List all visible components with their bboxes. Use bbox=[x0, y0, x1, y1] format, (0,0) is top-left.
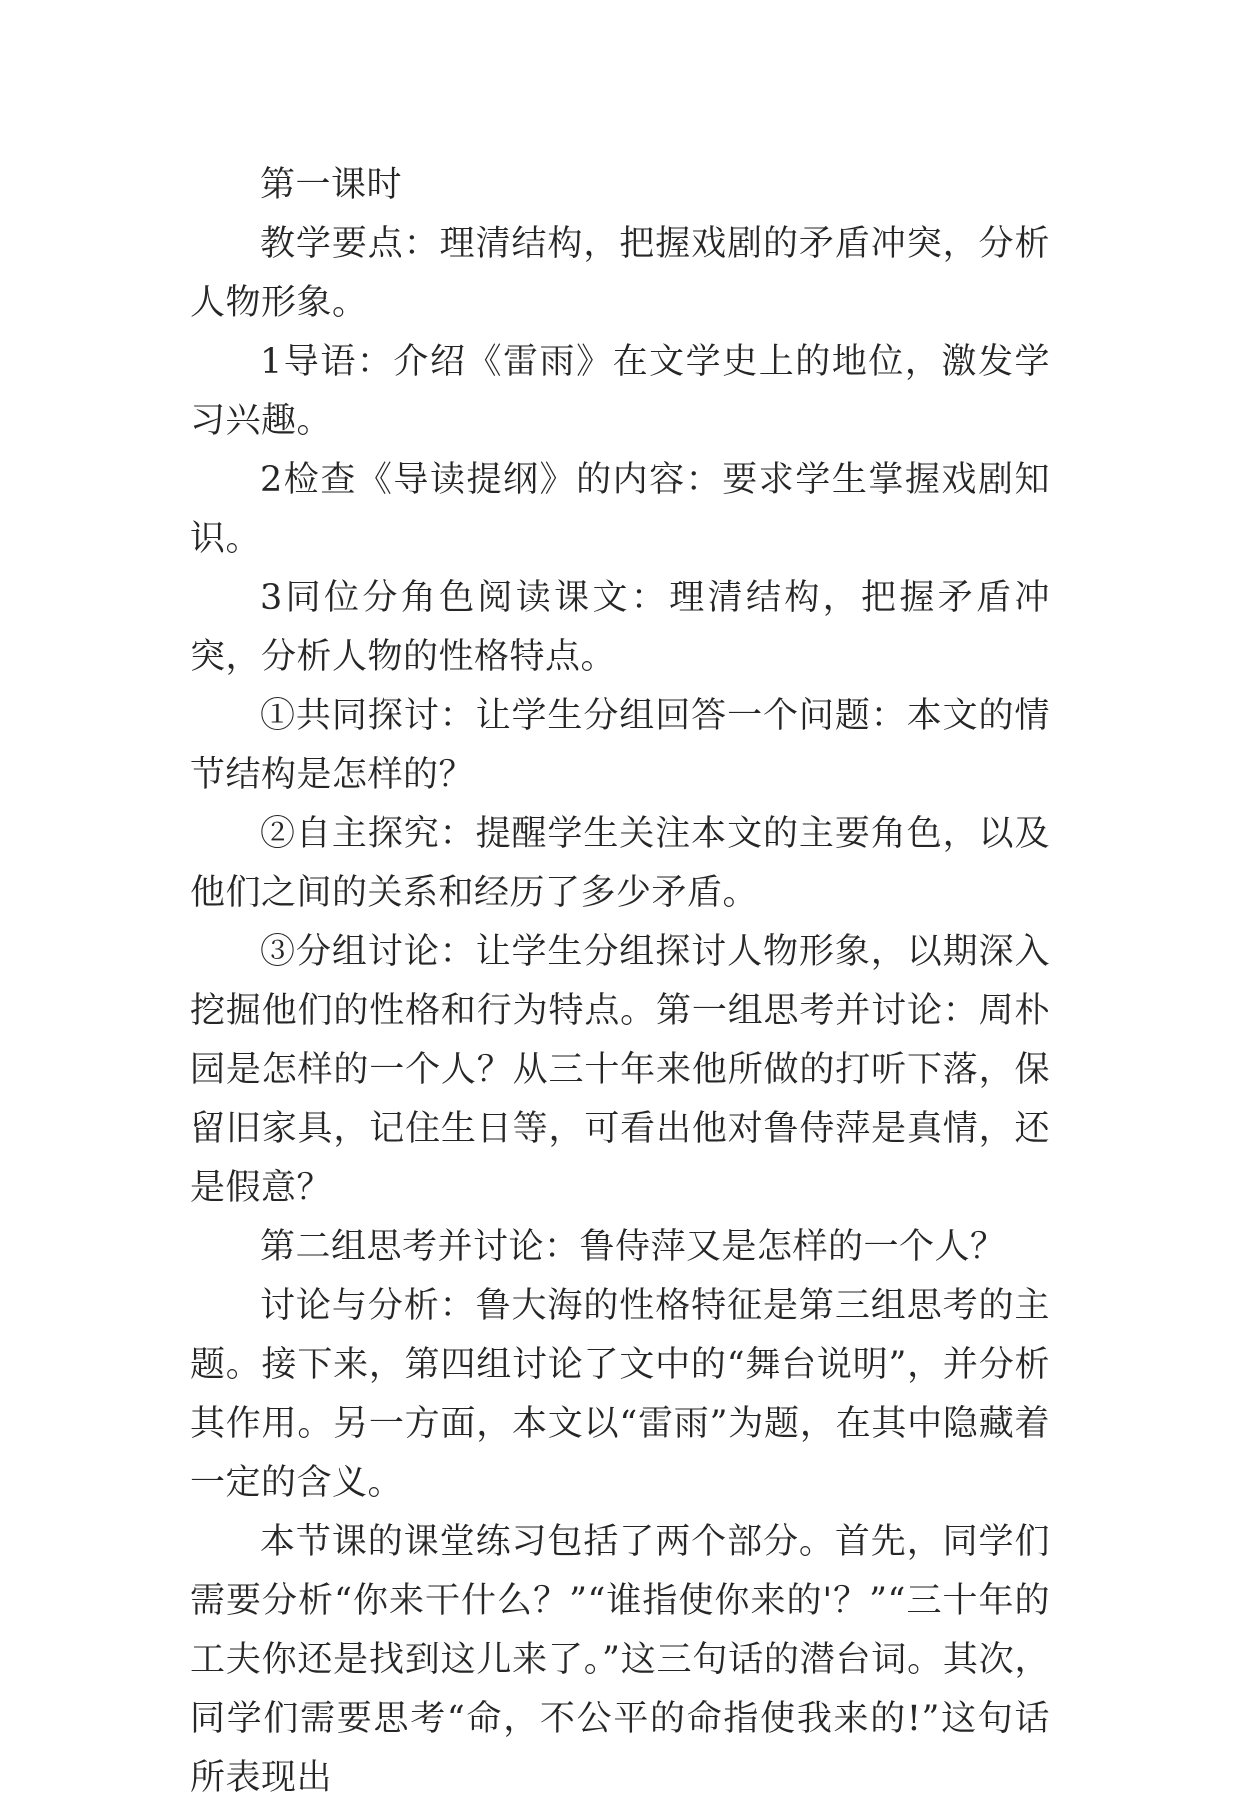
step-2-paragraph: 2检查《导读提纲》的内容：要求学生掌握戏剧知识。 bbox=[190, 460, 1050, 559]
step-1-paragraph: 1导语：介绍《雷雨》在文学史上的地位，激发学习兴趣。 bbox=[190, 342, 1050, 441]
discussion-3-paragraph: ③分组讨论：让学生分组探讨人物形象，以期深入挖掘他们的性格和行为特点。第一组思考并讨论：周朴园是怎样的一个人？从三十年来他所做的打听下落，保留旧家具，记住生日等，可看出他对鲁侍萍是真情，还是假意？ bbox=[190, 932, 1050, 1208]
analysis-paragraph: 讨论与分析：鲁大海的性格特征是第三组思考的主题。接下来，第四组讨论了文中的“舞台说明”，并分析其作用。另一方面，本文以“雷雨”为题，在其中隐藏着一定的含义。 bbox=[190, 1286, 1050, 1503]
teaching-points-paragraph: 教学要点：理清结构，把握戏剧的矛盾冲突，分析人物形象。 bbox=[190, 224, 1050, 323]
discussion-1-paragraph: ①共同探讨：让学生分组回答一个问题：本文的情节结构是怎样的？ bbox=[190, 696, 1050, 795]
text-body bbox=[190, 156, 1050, 1808]
lesson-heading: 第一课时 bbox=[260, 165, 403, 205]
group-2-paragraph: 第二组思考并讨论：鲁侍萍又是怎样的一个人？ bbox=[260, 1227, 1006, 1267]
step-3-paragraph: 3同位分角色阅读课文：理清结构，把握矛盾冲突，分析人物的性格特点。 bbox=[190, 578, 1050, 677]
discussion-2-paragraph: ②自主探究：提醒学生关注本文的主要角色，以及他们之间的关系和经历了多少矛盾。 bbox=[190, 814, 1050, 913]
exercise-paragraph: 本节课的课堂练习包括了两个部分。首先，同学们需要分析“你来干什么？”“谁指使你来的'？”“三十年的工夫你还是找到这儿来了。”这三句话的潜台词。其次，同学们需要思考“命，不公平的命指使我来的!”这句话所表现出 bbox=[190, 1522, 1050, 1798]
